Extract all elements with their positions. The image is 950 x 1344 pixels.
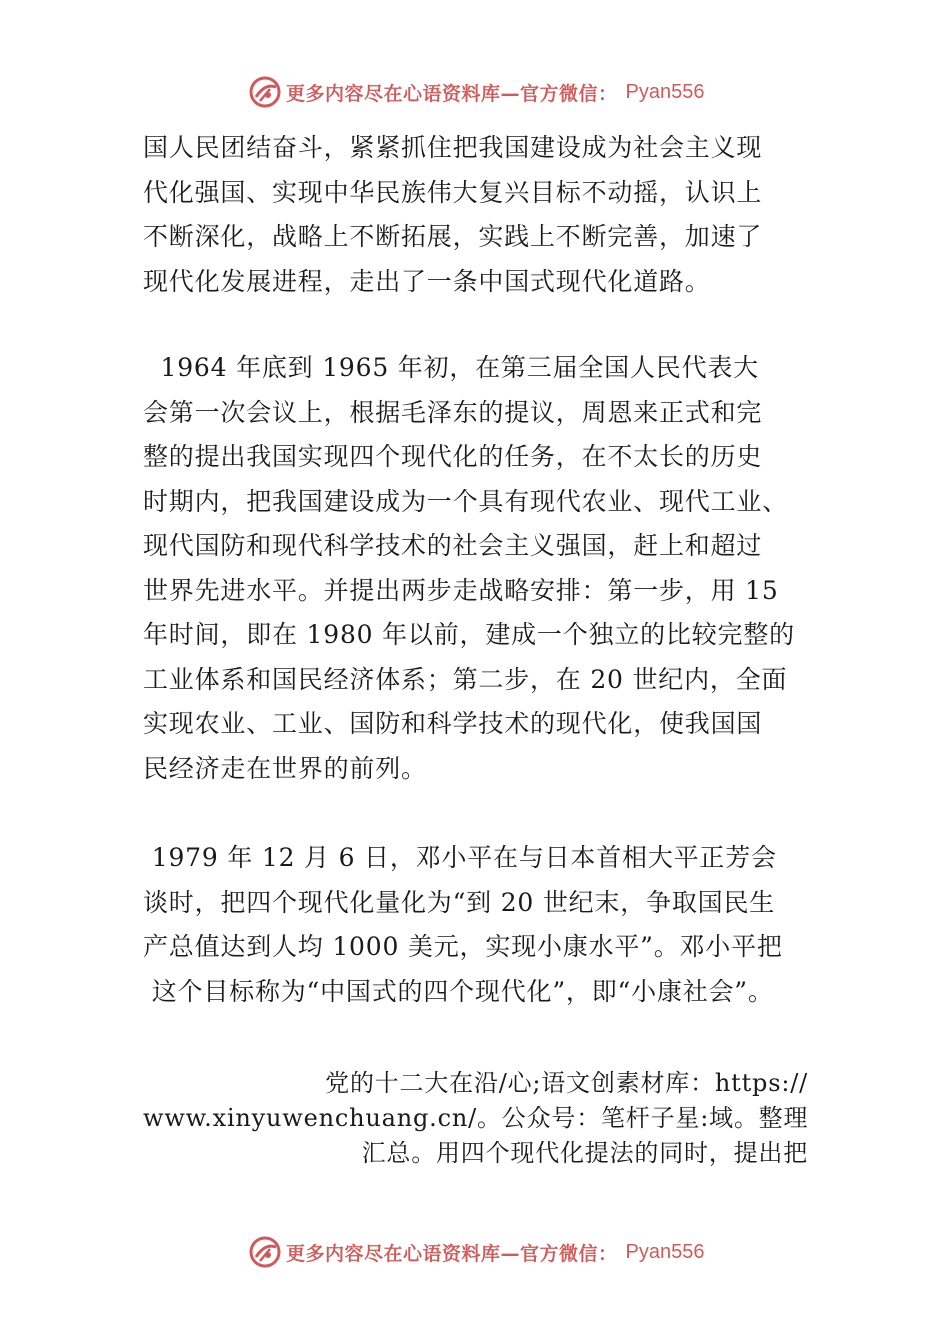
text-line: 代化强国、实现中华民族伟大复兴目标不动摇，认识上 <box>143 177 763 207</box>
text-line: 现代化发展进程，走出了一条中国式现代化道路。 <box>143 266 711 296</box>
logo-icon <box>248 75 282 109</box>
text-line: 1964 年底到 1965 年初，在第三届全国人民代表大 <box>143 353 759 382</box>
text-line: 现代国防和现代科学技术的社会主义强国，赶上和超过 <box>143 531 763 560</box>
paragraph-3 <box>143 836 823 1014</box>
text-line: www.xinyuwenchuang.cn/。公众号：笔杆子星:域。整理 <box>143 1104 809 1132</box>
logo-icon <box>248 1235 282 1269</box>
wechat-id: Pyan556 <box>625 80 705 103</box>
wechat-id: Pyan556 <box>625 1240 705 1263</box>
text-line: 民经济走在世界的前列。 <box>143 753 427 783</box>
header-banner <box>248 72 704 112</box>
text-line: 这个目标称为“中国式的四个现代化”，即“小康社会”。 <box>143 976 774 1006</box>
text-line: 会第一次会议上，根据毛泽东的提议，周恩来正式和完 <box>143 397 763 427</box>
text-line: 国人民团结奋斗，紧紧抓住把我国建设成为社会主义现 <box>143 133 763 162</box>
text-line: 整的提出我国实现四个现代化的任务，在不太长的历史 <box>143 442 763 471</box>
text-line: 不断深化，战略上不断拓展，实践上不断完善，加速了 <box>143 222 763 251</box>
text-line: 党的十二大在沿/心;语文创素材库：https:// <box>325 1069 808 1097</box>
text-line: 时期内，把我国建设成为一个具有现代农业、现代工业、 <box>143 486 789 516</box>
banner-text: 更多内容尽在心语资料库—官方微信： <box>286 82 618 105</box>
paragraph-1 <box>143 126 823 304</box>
text-line: 实现农业、工业、国防和科学技术的现代化，使我国国 <box>143 709 763 738</box>
text-line: 汇总。用四个现代化提法的同时，提出把 <box>361 1139 808 1167</box>
text-line: 工业体系和国民经济体系；第二步，在 20 世纪内，全面 <box>143 664 788 694</box>
text-line: 年时间，即在 1980 年以前，建成一个独立的比较完整的 <box>143 620 795 649</box>
text-line: 产总值达到人均 1000 美元，实现小康水平”。邓小平把 <box>143 932 783 961</box>
text-line: 谈时，把四个现代化量化为“到 20 世纪末，争取国民生 <box>143 887 776 917</box>
paragraph-2 <box>143 346 823 791</box>
text-line: 世界先进水平。并提出两步走战略安排：第一步，用 15 <box>143 575 779 605</box>
text-line: 1979 年 12 月 6 日，邓小平在与日本首相大平正芳会 <box>143 843 777 872</box>
footer-banner <box>248 1232 704 1272</box>
paragraph-4 <box>143 1066 808 1171</box>
banner-text: 更多内容尽在心语资料库—官方微信： <box>286 1242 618 1265</box>
